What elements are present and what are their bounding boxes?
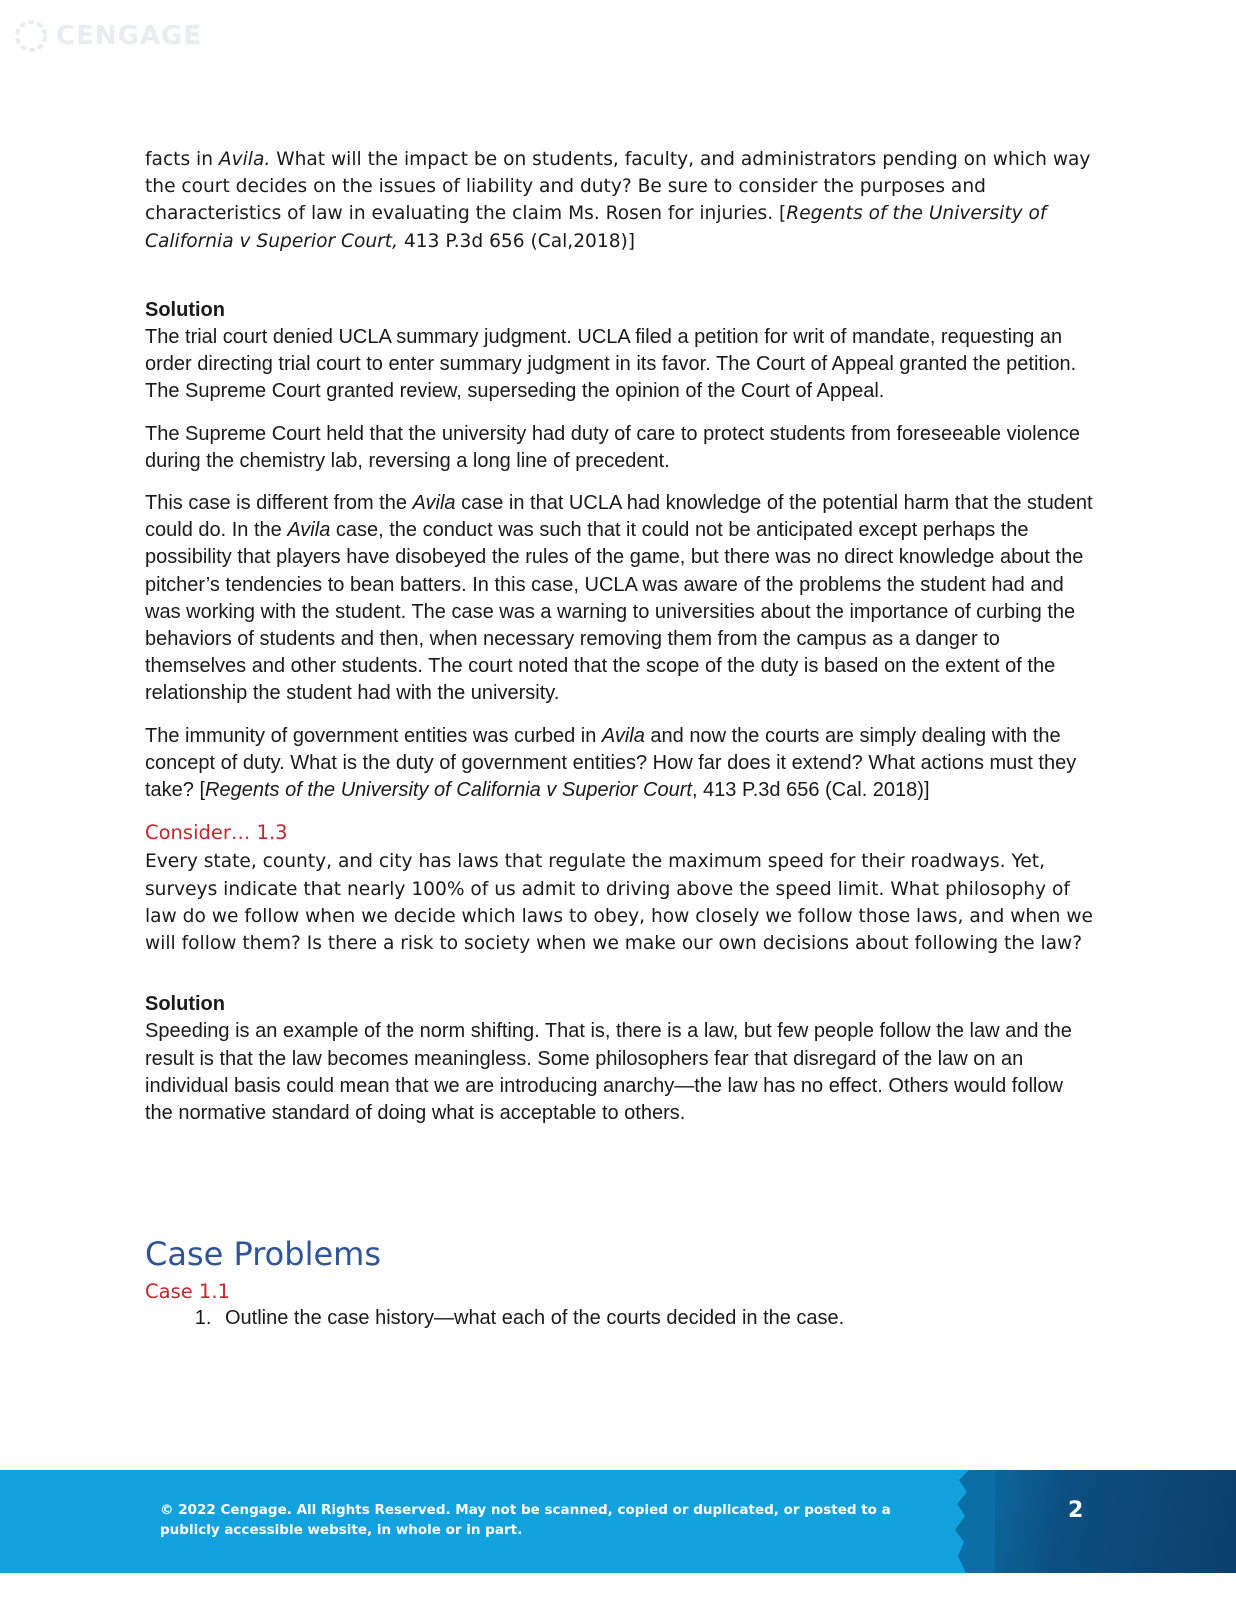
section-title-case-problems: Case Problems (145, 1235, 381, 1274)
intro-paragraph: facts in Avila. What will the impact be on students, faculty, and administrators pending on which way the court decides on the issues of liability and duty? Be sure to consider the purposes and characteristics of law in evaluating the claim Ms. Rosen for injuries. [Regents of the University of California v Superior Court, 413 P.3d 656 (Cal,2018)] (145, 149, 1091, 252)
solution-paragraph-1: The trial court denied UCLA summary judgment. UCLA filed a petition for writ of mandate, requesting an order directing trial court to enter summary judgment in its favor. The Court of Appeal granted the petition. The Supreme Court granted review, superseding the opinion of the Court of Appeal. (145, 326, 1077, 403)
solution-2-paragraph: Speeding is an example of the norm shifting. That is, there is a law, but few people follow the law and the result is that the law becomes meaningless. Some philosophers fear that disregard of the law on an individual basis could mean that we are introducing anarchy—the law has no effect. Others would follow the normative standard of doing what is acceptable to others. (145, 1020, 1072, 1125)
solution-heading-2: Solution (145, 993, 225, 1016)
case-problem-list (145, 1305, 1095, 1332)
logo-text: CENGAGE (56, 21, 203, 51)
solution-paragraph-4: The immunity of government entities was curbed in Avila and now the courts are simply dealing with the concept of duty. What is the duty of government entities? How far does it extend? What actions must they take? [Regents of the University of California v Superior Court, 413 P.3d 656 (Cal. 2018)] (145, 724, 1077, 802)
list-item: 1. Outline the case history—what each of the courts decided in the case. (217, 1305, 1095, 1332)
page-footer (0, 1470, 1236, 1573)
case-label: Case 1.1 (145, 1280, 230, 1304)
solution-paragraph-3: This case is different from the Avila case in that UCLA had knowledge of the potential harm that the student could do. In the Avila case, the conduct was such that it could not be anticipated except perhaps the possibility that players have disobeyed the rules of the game, but there was no direct knowledge about the pitcher’s tendencies to bean batters. In this case, UCLA was aware of the problems the student had and was working with the student. The case was a warning to universities about the importance of curbing the behaviors of students and then, when necessary removing them from the campus as a danger to themselves and other students. The court noted that the scope of the duty is based on the extent of the relationship the student had with the university. (145, 492, 1093, 705)
cengage-logo-icon (14, 19, 48, 53)
document-body (145, 146, 1095, 1333)
page-number: 2 (1068, 1498, 1084, 1523)
footer-brush-edge (955, 1470, 995, 1573)
consider-label: Consider… 1.3 (145, 821, 288, 845)
solution-paragraph-2: The Supreme Court held that the university had duty of care to protect students from foreseeable violence during the chemistry lab, reversing a long line of precedent. (145, 422, 1080, 472)
consider-paragraph: Every state, county, and city has laws that regulate the maximum speed for their roadways. Yet, surveys indicate that nearly 100% of us admit to driving above the speed limit. What philosophy of law do we follow when we decide which laws to obey, how closely we follow those laws, and when we will follow them? Is there a risk to society when we make our own decisions about following the law? (145, 851, 1093, 955)
solution-heading: Solution (145, 298, 225, 321)
cengage-logo (14, 18, 202, 54)
copyright-notice: © 2022 Cengage. All Rights Reserved. May not be scanned, copied or duplicated, or posted to a publicly accessible website, in whole or in part. (160, 1502, 891, 1538)
footer-dark-panel (971, 1470, 1236, 1573)
